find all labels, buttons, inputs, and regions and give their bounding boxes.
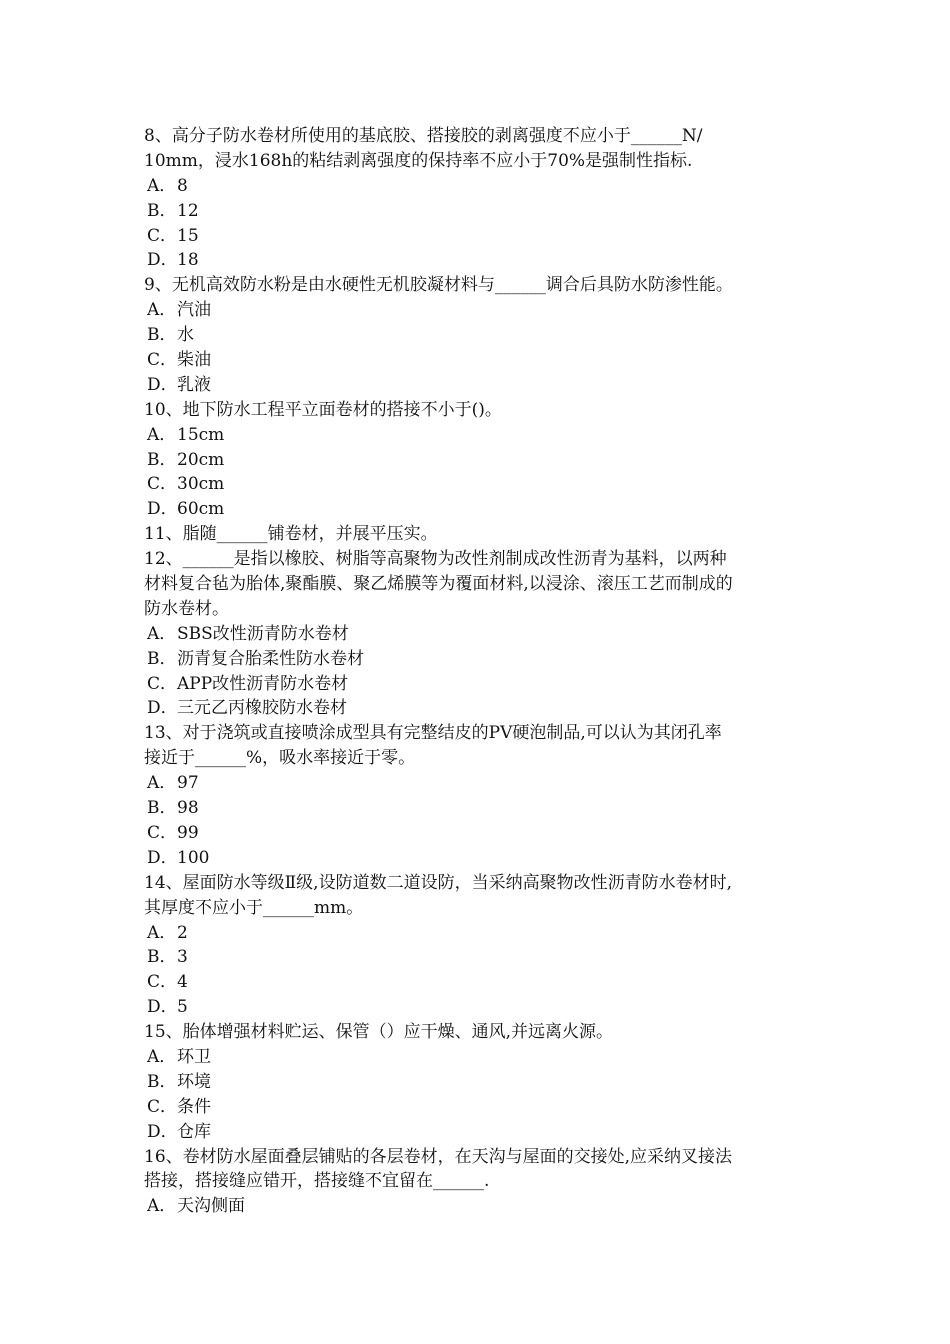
option-letter: D． xyxy=(147,1121,178,1142)
answer-option xyxy=(144,970,810,995)
answer-option xyxy=(144,373,810,398)
option-text: 60cm xyxy=(177,499,225,520)
answer-option xyxy=(144,199,810,224)
option-text: 12 xyxy=(177,200,199,221)
option-letter: C． xyxy=(147,350,178,371)
answer-option xyxy=(144,298,810,323)
question-block xyxy=(144,1145,810,1220)
option-letter: C． xyxy=(147,972,178,993)
answer-option xyxy=(144,672,810,697)
option-letter: A． xyxy=(147,922,177,943)
question-text: 材料复合毡为胎体,聚酯膜、聚乙烯膜等为覆面材料,以浸涂、滚压工艺而制成的 xyxy=(144,574,733,595)
option-letter: D． xyxy=(147,698,178,719)
question-block xyxy=(144,721,810,870)
answer-option xyxy=(144,174,810,199)
answer-option xyxy=(144,323,810,348)
answer-option xyxy=(144,1070,810,1095)
question-block xyxy=(144,871,810,1020)
option-letter: D． xyxy=(147,250,178,271)
question-text: 15、胎体增强材料贮运、保管（）应干燥、通风,并远离火源。 xyxy=(144,1022,614,1043)
option-text: 5 xyxy=(177,997,188,1018)
option-letter: C． xyxy=(147,673,178,694)
option-letter: C． xyxy=(147,474,178,495)
answer-option xyxy=(144,696,810,721)
option-text: 99 xyxy=(177,822,199,843)
question-text: 9、无机高效防水粉是由水硬性无机胶凝材料与______调合后具防水防渗性能。 xyxy=(144,275,733,296)
question-text: 10、地下防水工程平立面卷材的搭接不小于()。 xyxy=(144,399,502,420)
question-text: 12、______是指以橡胶、树脂等高聚物为改性剂制成改性沥青为基料，以两种 xyxy=(144,549,727,570)
option-letter: B． xyxy=(147,798,177,819)
option-text: 汽油 xyxy=(177,300,211,321)
answer-option xyxy=(144,348,810,373)
option-text: 柴油 xyxy=(177,350,211,371)
option-text: 环境 xyxy=(177,1071,211,1092)
question-block xyxy=(144,1020,810,1144)
option-text: 98 xyxy=(177,798,199,819)
option-text: 100 xyxy=(177,847,210,868)
answer-option xyxy=(144,995,810,1020)
answer-option xyxy=(144,821,810,846)
option-letter: A． xyxy=(147,1196,177,1217)
answer-option xyxy=(144,622,810,647)
answer-option xyxy=(144,846,810,871)
option-text: 环卫 xyxy=(177,1046,211,1067)
question-block xyxy=(144,398,810,522)
option-letter: A． xyxy=(147,773,177,794)
option-letter: B． xyxy=(147,1071,177,1092)
option-text: 30cm xyxy=(177,474,225,495)
option-letter: A． xyxy=(147,623,177,644)
option-text: 8 xyxy=(177,175,188,196)
option-text: 三元乙丙橡胶防水卷材 xyxy=(177,698,347,719)
option-text: SBS改性沥青防水卷材 xyxy=(177,623,349,644)
option-letter: A． xyxy=(147,300,177,321)
answer-option xyxy=(144,472,810,497)
question-text: 16、卷材防水屋面叠层铺贴的各层卷材，在天沟与屋面的交接处,应采纳叉接法 xyxy=(144,1146,733,1167)
option-text: 条件 xyxy=(177,1096,211,1117)
question-text: 13、对于浇筑或直接喷涂成型具有完整结皮的PV硬泡制品,可以认为其闭孔率 xyxy=(144,723,722,744)
question-text: 8、高分子防水卷材所使用的基底胶、搭接胶的剥离强度不应小于______N/ xyxy=(144,126,703,146)
answer-option xyxy=(144,1120,810,1145)
answer-option xyxy=(144,647,810,672)
option-letter: C． xyxy=(147,822,178,843)
question-text: 搭接，搭接缝应错开，搭接缝不宜留在______. xyxy=(144,1171,490,1192)
answer-option xyxy=(144,448,810,473)
answer-option xyxy=(144,921,810,946)
option-text: APP改性沥青防水卷材 xyxy=(177,673,349,694)
option-letter: B． xyxy=(147,325,177,346)
option-text: 乳液 xyxy=(177,374,211,395)
answer-option xyxy=(144,497,810,522)
answer-option xyxy=(144,1095,810,1120)
question-block xyxy=(144,547,810,721)
question-text: 11、脂随______铺卷材，并展平压实。 xyxy=(144,524,438,545)
question-text: 防水卷材。 xyxy=(144,598,229,619)
answer-option xyxy=(144,945,810,970)
option-letter: B． xyxy=(147,200,177,221)
option-text: 天沟侧面 xyxy=(177,1196,245,1217)
question-block xyxy=(144,124,810,273)
option-letter: D． xyxy=(147,499,178,520)
question-text: 14、屋面防水等级Ⅱ级,设防道数二道设防，当采纳高聚物改性沥青防水卷材时, xyxy=(144,872,732,893)
question-block xyxy=(144,273,810,397)
option-letter: A． xyxy=(147,424,177,445)
answer-option xyxy=(144,248,810,273)
option-letter: B． xyxy=(147,449,177,470)
option-text: 20cm xyxy=(177,449,225,470)
question-text: 接近于______%，吸水率接近于零。 xyxy=(144,748,416,769)
option-text: 2 xyxy=(177,922,188,943)
question-text: 10mm，浸水168h的粘结剥离强度的保持率不应小于70%是强制性指标. xyxy=(144,150,693,171)
option-text: 3 xyxy=(177,947,188,968)
option-text: 15 xyxy=(177,225,199,246)
answer-option xyxy=(144,796,810,821)
answer-option xyxy=(144,771,810,796)
option-text: 18 xyxy=(177,250,199,271)
option-letter: D． xyxy=(147,847,178,868)
question-list xyxy=(144,124,810,1219)
option-letter: C． xyxy=(147,225,178,246)
answer-option xyxy=(144,1194,810,1219)
option-letter: B． xyxy=(147,648,177,669)
option-letter: D． xyxy=(147,374,178,395)
answer-option xyxy=(144,224,810,249)
option-text: 15cm xyxy=(177,424,225,445)
option-text: 仓库 xyxy=(177,1121,211,1142)
option-letter: C． xyxy=(147,1096,178,1117)
answer-option xyxy=(144,423,810,448)
option-text: 沥青复合胎柔性防水卷材 xyxy=(177,648,364,669)
option-text: 4 xyxy=(177,972,188,993)
question-text: 其厚度不应小于______mm。 xyxy=(144,897,364,918)
option-letter: D． xyxy=(147,997,178,1018)
option-letter: B． xyxy=(147,947,177,968)
question-block xyxy=(144,522,810,547)
option-text: 97 xyxy=(177,773,199,794)
option-text: 水 xyxy=(177,325,194,346)
answer-option xyxy=(144,1045,810,1070)
option-letter: A． xyxy=(147,1046,177,1067)
option-letter: A． xyxy=(147,175,177,196)
